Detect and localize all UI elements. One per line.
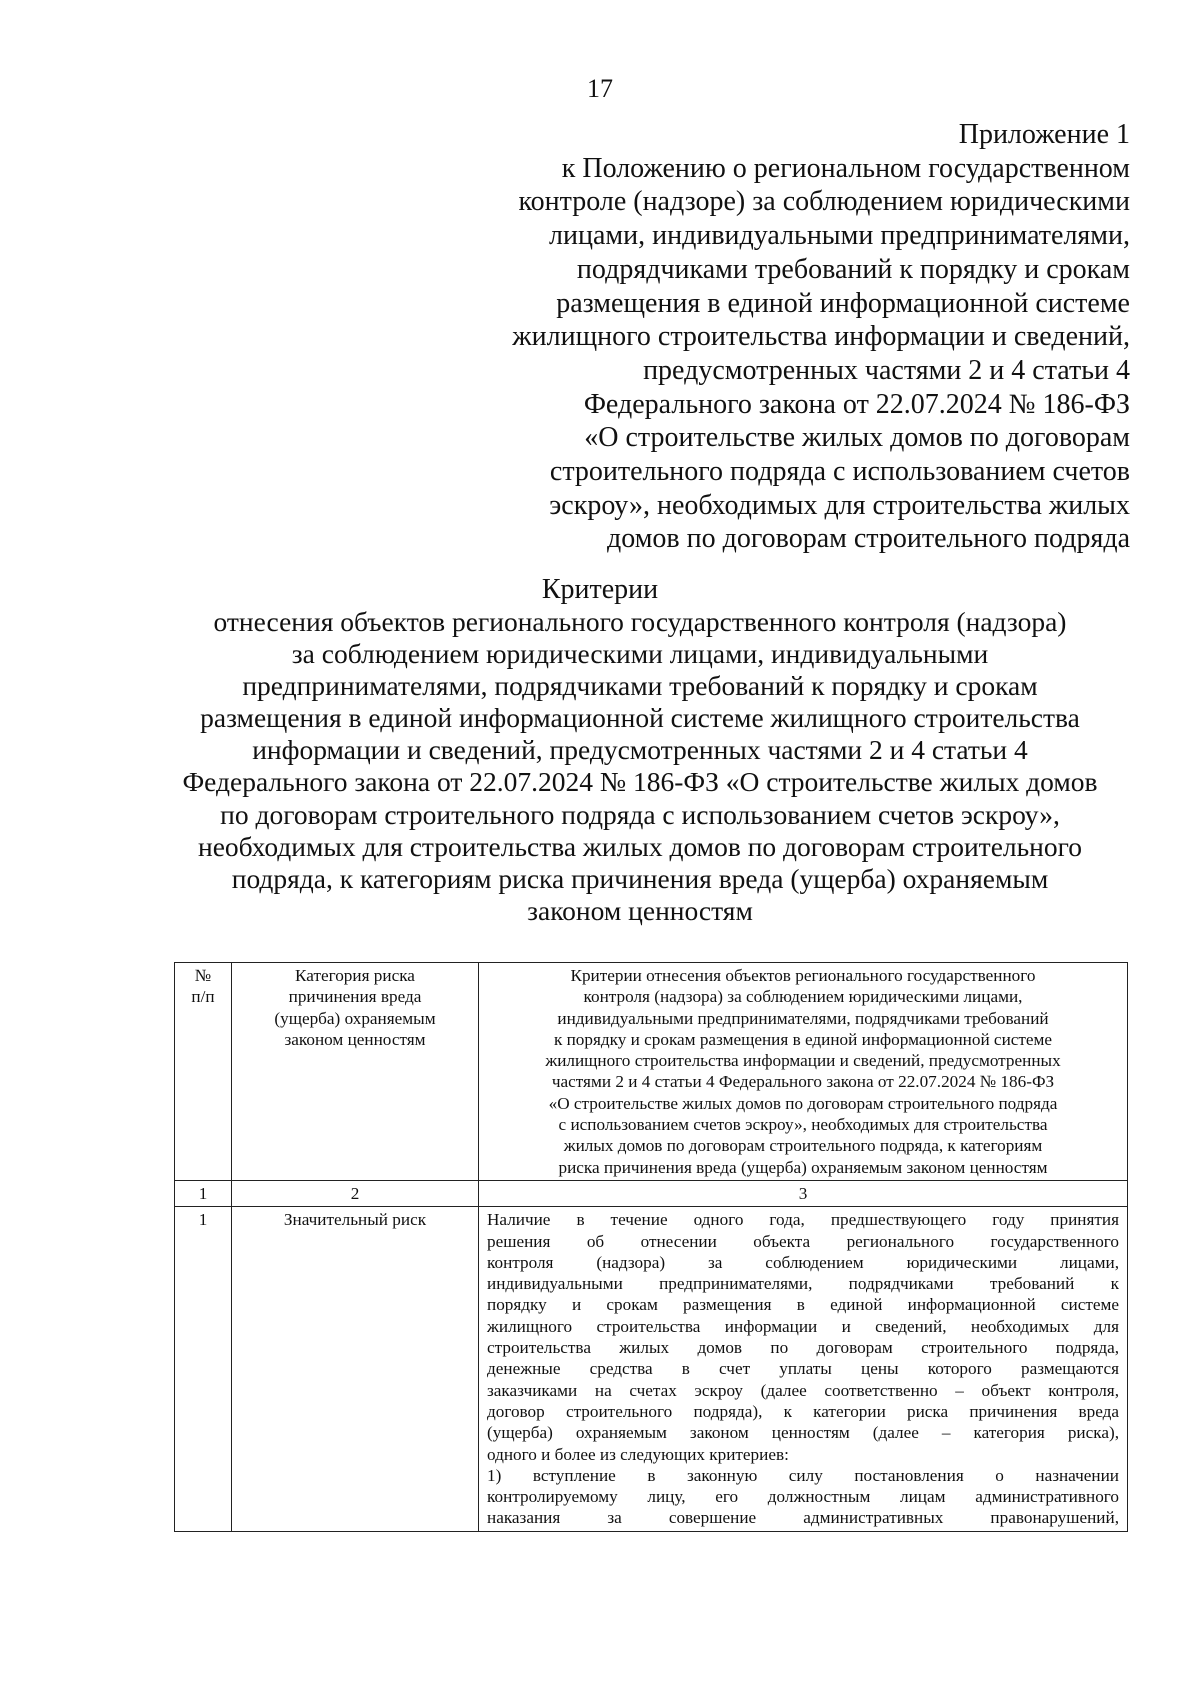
table-row	[175, 1207, 1128, 1531]
appendix-line: лицами, индивидуальными предпринимателями,	[549, 220, 1130, 252]
page-number: 17	[587, 74, 613, 103]
header-line: индивидуальными предпринимателями, подрядчиками требований	[557, 1008, 1049, 1028]
header-line: контроля (надзора) за соблюдением юридическими лицами,	[583, 987, 1023, 1007]
subtitle-line: информации и сведений, предусмотренных частями 2 и 4 статьи 4	[252, 734, 1028, 766]
appendix-line: контроле (надзоре) за соблюдением юридическими	[518, 186, 1130, 218]
appendix-line: подрядчиками требований к порядку и срокам	[576, 253, 1130, 285]
header-risk-category	[232, 963, 479, 1181]
table-header-row	[175, 963, 1128, 1181]
header-line: к порядку и срокам размещения в единой информационной системе	[553, 1029, 1053, 1049]
subtitle-line: отнесения объектов регионального государственного контроля (надзора)	[213, 606, 1067, 637]
header-line: (ущерба) охраняемым	[274, 1008, 436, 1028]
criteria-line: денежные средства в счет уплаты цены которого размещаются	[487, 1359, 1119, 1379]
appendix-line: строительного подряда с использованием счетов	[549, 456, 1130, 488]
subtitle-line: Федерального закона от 22.07.2024 № 186-ФЗ «О строительстве жилых домов	[182, 766, 1098, 798]
header-line: частями 2 и 4 статьи 4 Федерального закона от 22.07.2024 № 186-ФЗ	[551, 1072, 1055, 1092]
criteria-line: контроля (надзора) за соблюдением юридическими лицами,	[487, 1252, 1119, 1272]
header-line: «О строительстве жилых домов по договорам строительного подряда	[548, 1093, 1058, 1113]
subtitle-line: предпринимателями, подрядчиками требований к порядку и срокам	[242, 670, 1038, 702]
document-title: Критерии	[541, 574, 659, 605]
subtitle-line: размещения в единой информационной системе жилищного строительства	[200, 702, 1080, 734]
row-number: 1	[175, 1207, 232, 1531]
column-number: 3	[479, 1180, 1128, 1206]
subtitle-line: за соблюдением юридическими лицами, индивидуальными	[291, 638, 989, 670]
appendix-line: Приложение 1	[958, 119, 1130, 150]
header-number	[175, 963, 232, 1181]
appendix-line: к Положению о региональном государственном	[561, 152, 1130, 184]
subtitle-line: по договорам строительного подряда с использованием счетов эскроу»,	[220, 798, 1060, 830]
criteria-line: одного и более из следующих критериев:	[487, 1444, 789, 1464]
appendix-line: домов по договорам строительного подряда	[607, 523, 1130, 555]
subtitle-line: необходимых для строительства жилых домов по договорам строительного	[198, 830, 1082, 862]
criteria-table	[174, 962, 1128, 1532]
appendix-header	[450, 118, 1130, 556]
appendix-line: предусмотренных частями 2 и 4 статьи 4	[643, 354, 1130, 386]
header-line: с использованием счетов эскроу», необходимых для строительства	[558, 1115, 1048, 1135]
appendix-line: Федерального закона от 22.07.2024 № 186-ФЗ	[583, 388, 1130, 420]
column-number: 1	[175, 1180, 232, 1206]
header-line: жилых домов по договорам строительного подряда, к категориям	[563, 1136, 1043, 1156]
document-subtitle	[160, 606, 1120, 927]
row-risk-category: Значительный риск	[232, 1207, 479, 1531]
subtitle-line: подряда, к категориям риска причинения вреда (ущерба) охраняемым	[231, 862, 1049, 894]
criteria-line: заказчиками на счетах эскроу (далее соответственно – объект контроля,	[487, 1380, 1119, 1400]
header-criteria	[479, 963, 1128, 1181]
header-line: п/п	[191, 987, 215, 1007]
criteria-line: (ущерба) охраняемым законом ценностям (далее – категория риска),	[487, 1423, 1119, 1443]
header-line: риска причинения вреда (ущерба) охраняемым законом ценностям	[558, 1157, 1048, 1177]
header-line: причинения вреда	[288, 987, 422, 1007]
column-number-row	[175, 1180, 1128, 1206]
row-criteria	[479, 1207, 1128, 1531]
header-line: №	[194, 966, 212, 985]
criteria-line: решения об отнесении объекта регионального государственного	[487, 1231, 1119, 1251]
criteria-line: наказания за совершение административных правонарушений,	[487, 1508, 1119, 1528]
header-line: жилищного строительства информации и сведений, предусмотренных	[545, 1051, 1061, 1071]
criteria-line: договор строительного подряда), к категории риска причинения вреда	[487, 1401, 1119, 1421]
criteria-line: Наличие в течение одного года, предшествующего году принятия	[487, 1210, 1119, 1230]
header-line: Критерии отнесения объектов регионального государственного	[570, 966, 1036, 985]
header-line: Категория риска	[295, 966, 415, 985]
header-line: законом ценностям	[284, 1029, 426, 1049]
appendix-line: «О строительстве жилых домов по договорам	[584, 422, 1130, 454]
criteria-line: строительства жилых домов по договорам строительного подряда,	[487, 1338, 1119, 1358]
criteria-line: 1) вступление в законную силу постановления о назначении	[487, 1465, 1119, 1485]
appendix-line: размещения в единой информационной системе	[556, 287, 1130, 319]
criteria-line: жилищного строительства информации и сведений, необходимых для	[487, 1316, 1119, 1336]
subtitle-line: законом ценностям	[527, 894, 753, 926]
appendix-line: жилищного строительства информации и сведений,	[512, 321, 1130, 353]
appendix-line: эскроу», необходимых для строительства жилых	[549, 489, 1130, 521]
criteria-line: контролируемому лицу, его должностным лицам административного	[487, 1487, 1119, 1507]
criteria-line: индивидуальными предпринимателями, подрядчиками требований к	[487, 1274, 1119, 1294]
criteria-line: порядку и срокам размещения в единой информационной системе	[487, 1295, 1119, 1315]
column-number: 2	[232, 1180, 479, 1206]
